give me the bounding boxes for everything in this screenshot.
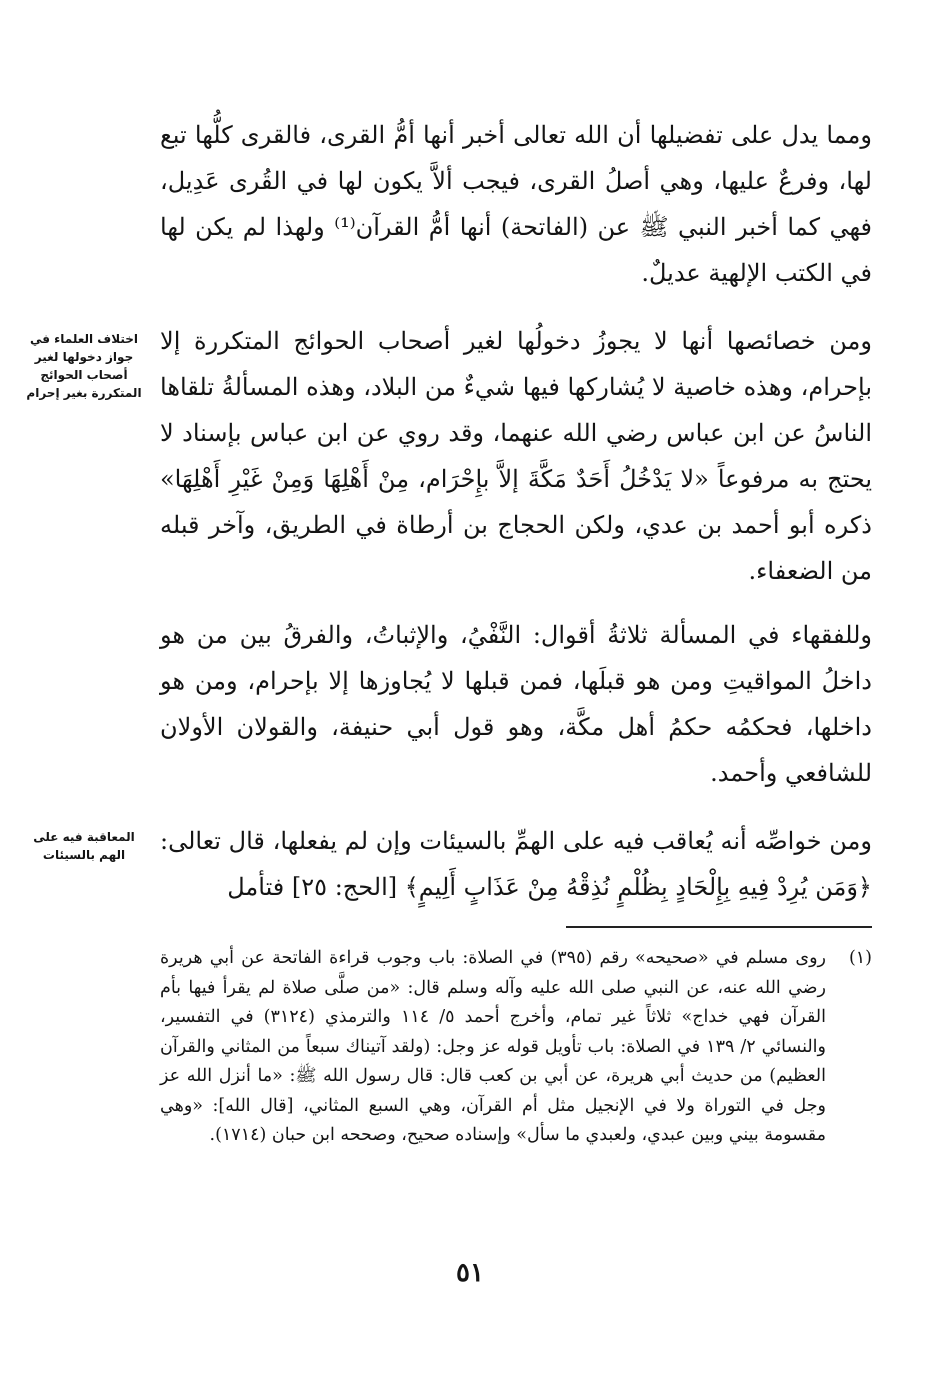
footnote-separator [566, 926, 872, 928]
margin-note-punishment: المعاقبة فيه على الهم بالسيئات [33, 830, 135, 862]
footnote [160, 944, 872, 1151]
paragraph-qura-superiority: ومما يدل على تفضيلها أن الله تعالى أخبر أنها أمُّ القرى، فالقرى كلُّها تبع لها، وفرعٌ عليها، وهي أصلُ القرى، فيجب ألاَّ يكون لها في القُرى عَدِيل، فهي كما أخبر النبي ﷺ عن (الفاتحة) أنها أمُّ القرآن⁽¹⁾ ولهذا لم يكن لها في الكتب الإلهية عديلٌ. [160, 121, 872, 287]
footnote-text: روى مسلم في «صحيحه» رقم (٣٩٥) في الصلاة: باب وجوب قراءة الفاتحة عن أبي هريرة رضي الله عنه، عن النبي صلى الله عليه وآله وسلم قال: «من صلَّى صلاة لم يقرأ فيها بأم القرآن فهي خداج» ثلاثاً غير تمام، وأخرج أحمد ٥/ ١١٤ والترمذي (٣١٢٤) في التفسير، والنسائي ٢/ ١٣٩ في الصلاة: باب تأويل قوله عز وجل: (ولقد آتيناك سبعاً من المثاني والقرآن العظيم) من حديث أبي هريرة، عن أبي بن كعب قال: قال رسول الله ﷺ: «ما أنزل الله عز وجل في التوراة ولا في الإنجيل مثل أم القرآن، وهي السبع المثاني، [قال الله]: «وهي مقسومة بيني وبين عبدي، ولعبدي ما سأل» وإسناده صحيح، وصححه ابن حبان (١٧١٤). [160, 948, 826, 1145]
footnote-number: (١) [848, 948, 872, 968]
page-number: ٥١ [456, 1258, 484, 1288]
paragraph-entry-ihram: ومن خصائصها أنها لا يجوزُ دخولُها لغير أصحاب الحوائج المتكررة إلا بإحرام، وهذه خاصية لا يُشاركها فيها شيءٌ من البلاد، وهذه المسألةُ تلقاها الناسُ عن ابن عباس رضي الله عنهما، وقد روي عن ابن عباس بإسناد لا يحتج به مرفوعاً «لا يَدْخُلُ أَحَدٌ مَكَّةَ إلاَّ بإِحْرَام، مِنْ أَهْلِهَا وَمِنْ غَيْرِ أَهْلِهَا» ذكره أبو أحمد بن عدي، ولكن الحجاج بن أرطاة في الطريق، وآخر قبله من الضعفاء. [160, 327, 873, 585]
paragraph-jurists-opinions: وللفقهاء في المسألة ثلاثةُ أقوال: النَّفْيُ، والإثباتُ، والفرقُ بين من هو داخلُ المواقيتِ ومن هو قبلَها، فمن قبلها لا يُجاوزها إلا بإحرام، ومن هو داخلها، فحكمُه حكمُ أهل مكَّة، وهو قول أبي حنيفة، والقولان الأولان للشافعي وأحمد. [160, 621, 872, 787]
paragraph-punishment-intention: ومن خواصِّه أنه يُعاقب فيه على الهمِّ بالسيئات وإن لم يفعلها، قال تعالى: ﴿وَمَن يُرِدْ فِيهِ بِإِلْحَادٍ بِظُلْمٍ نُذِقْهُ مِنْ عَذَابٍ أَلِيمٍ﴾ [الحج: ٢٥] فتأمل [160, 827, 872, 901]
margin-note-ihram: اختلاف العلماء في جواز دخولها لغير أصحاب الحوائج المتكررة بغير إحرام [26, 332, 142, 400]
